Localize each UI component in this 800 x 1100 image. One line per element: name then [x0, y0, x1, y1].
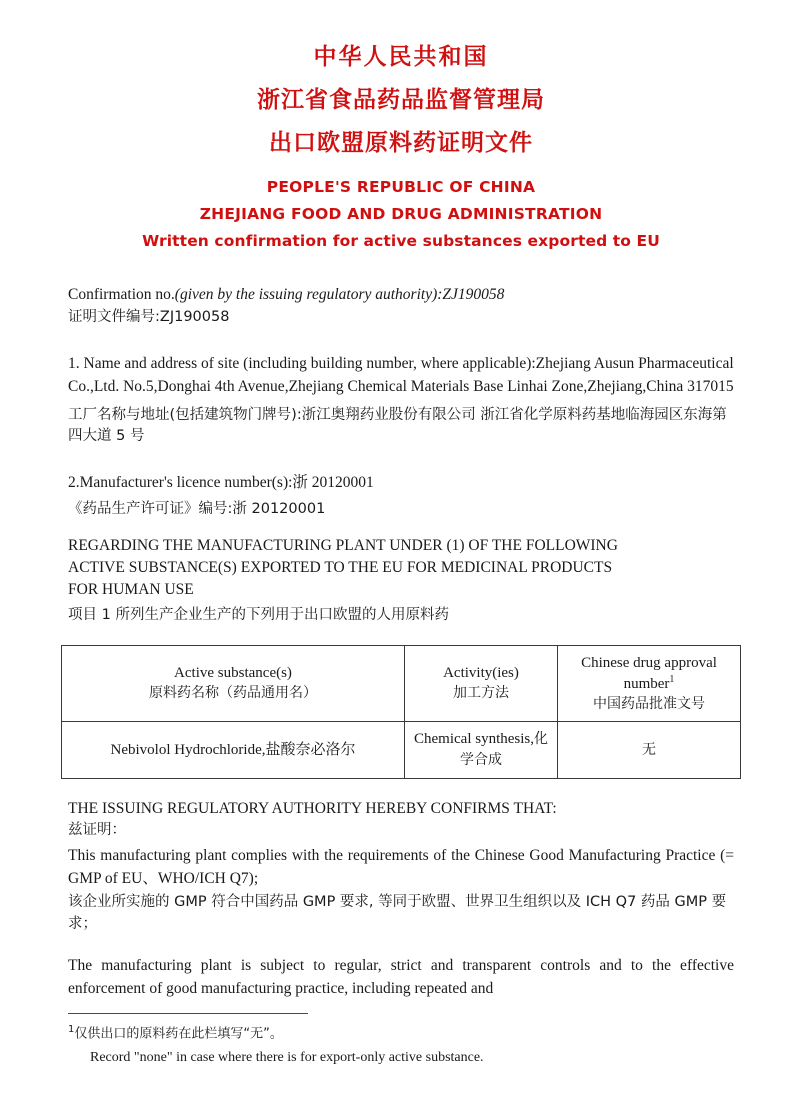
footnote-marker: 1 [68, 1024, 75, 1036]
table-header-row [62, 645, 741, 722]
cell-activity-cn: 化学合成 [460, 731, 548, 768]
confirms-title-en: THE ISSUING REGULATORY AUTHORITY HEREBY CONFIRMS THAT: [68, 799, 557, 817]
footnote-rule [68, 1013, 308, 1014]
table-header-substance-en: Active substance(s) [174, 665, 292, 682]
confirmation-label: Confirmation no. [68, 286, 175, 304]
confirmation-number-line [68, 284, 734, 307]
licence-cn: 《药品生产许可证》编号:浙 20120001 [68, 501, 326, 518]
regarding-block [68, 535, 734, 627]
table-row [62, 722, 741, 778]
footnote-block [68, 1013, 734, 1066]
footnote-en: Record "none" in case where there is for export-only active substance. [90, 1050, 484, 1065]
confirms-block [68, 797, 734, 1001]
cell-substance-name: Nebivolol Hydrochloride,盐酸奈必洛尔 [62, 722, 405, 778]
licence-block [68, 472, 734, 521]
cell-approval-number-text: 无 [642, 741, 656, 758]
header-cn-line-1: 中华人民共和国 [313, 44, 489, 70]
header-en-line-3: Written confirmation for active substances exported to EU [142, 232, 660, 251]
table-header-substance [62, 645, 405, 722]
table-header-approval-en-text: Chinese drug approval number [581, 654, 717, 693]
confirms-p1-en: This manufacturing plant complies with the requirements of the Chinese Good Manufacturing Practice (= GMP of EU、WHO/ICH Q7); [68, 846, 734, 887]
site-cn: 工厂名称与地址(包括建筑物门牌号):浙江奥翔药业股份有限公司 浙江省化学原料药基地临海园区东海第四大道 5 号 [68, 406, 727, 445]
footnote-cn [68, 1022, 734, 1044]
regarding-line-3: FOR HUMAN USE [68, 580, 194, 598]
table-header-substance-cn: 原料药名称（药品通用名） [149, 685, 317, 702]
confirmation-number-cn: 证明文件编号:ZJ190058 [68, 309, 230, 326]
footnote-marker-header: 1 [669, 674, 675, 686]
licence-en: 2.Manufacturer's licence number(s):浙 20120001 [68, 474, 374, 492]
confirms-title-cn: 兹证明： [68, 821, 126, 838]
regarding-line-2: ACTIVE SUBSTANCE(S) EXPORTED TO THE EU FOR MEDICINAL PRODUCTS [68, 558, 613, 576]
cell-approval-number [558, 722, 741, 778]
document-header [68, 40, 734, 250]
site-en: 1. Name and address of site (including building number, where applicable):Zhejiang Ausun Pharmaceutical Co.,Ltd. No.5,Donghai 4th Avenue,Zhejiang Chemical Materials Base Linhai Zone,Zhejiang,China 317015 [68, 354, 734, 395]
table-header-approval-en [564, 653, 734, 695]
confirmation-number: ZJ190058 [442, 286, 505, 304]
document-body [68, 284, 734, 1000]
cell-activity-en: Chemical synthesis, [414, 731, 534, 748]
regarding-cn: 项目 1 所列生产企业生产的下列用于出口欧盟的人用原料药 [68, 606, 449, 623]
confirms-p2-en: The manufacturing plant is subject to regular, strict and transparent controls and to the effective enforcement of good manufacturing practice, including repeated and [68, 956, 734, 997]
table-header-activity-cn: 加工方法 [453, 685, 509, 702]
cell-activity [405, 722, 558, 778]
table-header-approval-cn: 中国药品批准文号 [593, 695, 705, 712]
site-block [68, 353, 734, 448]
spacer [68, 936, 734, 954]
table-header-approval [558, 645, 741, 722]
header-cn-line-2: 浙江省食品药品监督管理局 [257, 86, 545, 113]
spacer [68, 462, 734, 472]
confirms-p1-cn: 该企业所实施的 GMP 符合中国药品 GMP 要求, 等同于欧盟、世界卫生组织以及 ICH Q7 药品 GMP 要求； [68, 894, 727, 932]
spacer [68, 343, 734, 353]
regarding-line-1: REGARDING THE MANUFACTURING PLANT UNDER (1) OF THE FOLLOWING [68, 536, 618, 554]
table-header-activity [405, 645, 558, 722]
confirmation-label-italic: (given by the issuing regulatory authority): [174, 286, 443, 304]
confirmation-number-block [68, 284, 734, 329]
header-en-line-1: PEOPLE'S REPUBLIC OF CHINA [266, 178, 536, 197]
substance-table [61, 645, 741, 779]
table-header-activity-en: Activity(ies) [443, 665, 519, 682]
header-en-line-2: ZHEJIANG FOOD AND DRUG ADMINISTRATION [199, 205, 603, 224]
header-cn-line-3: 出口欧盟原料药证明文件 [269, 130, 533, 157]
substance-table-wrapper [68, 645, 734, 779]
footnote-cn-text: 仅供出口的原料药在此栏填写“无”。 [74, 1026, 283, 1042]
